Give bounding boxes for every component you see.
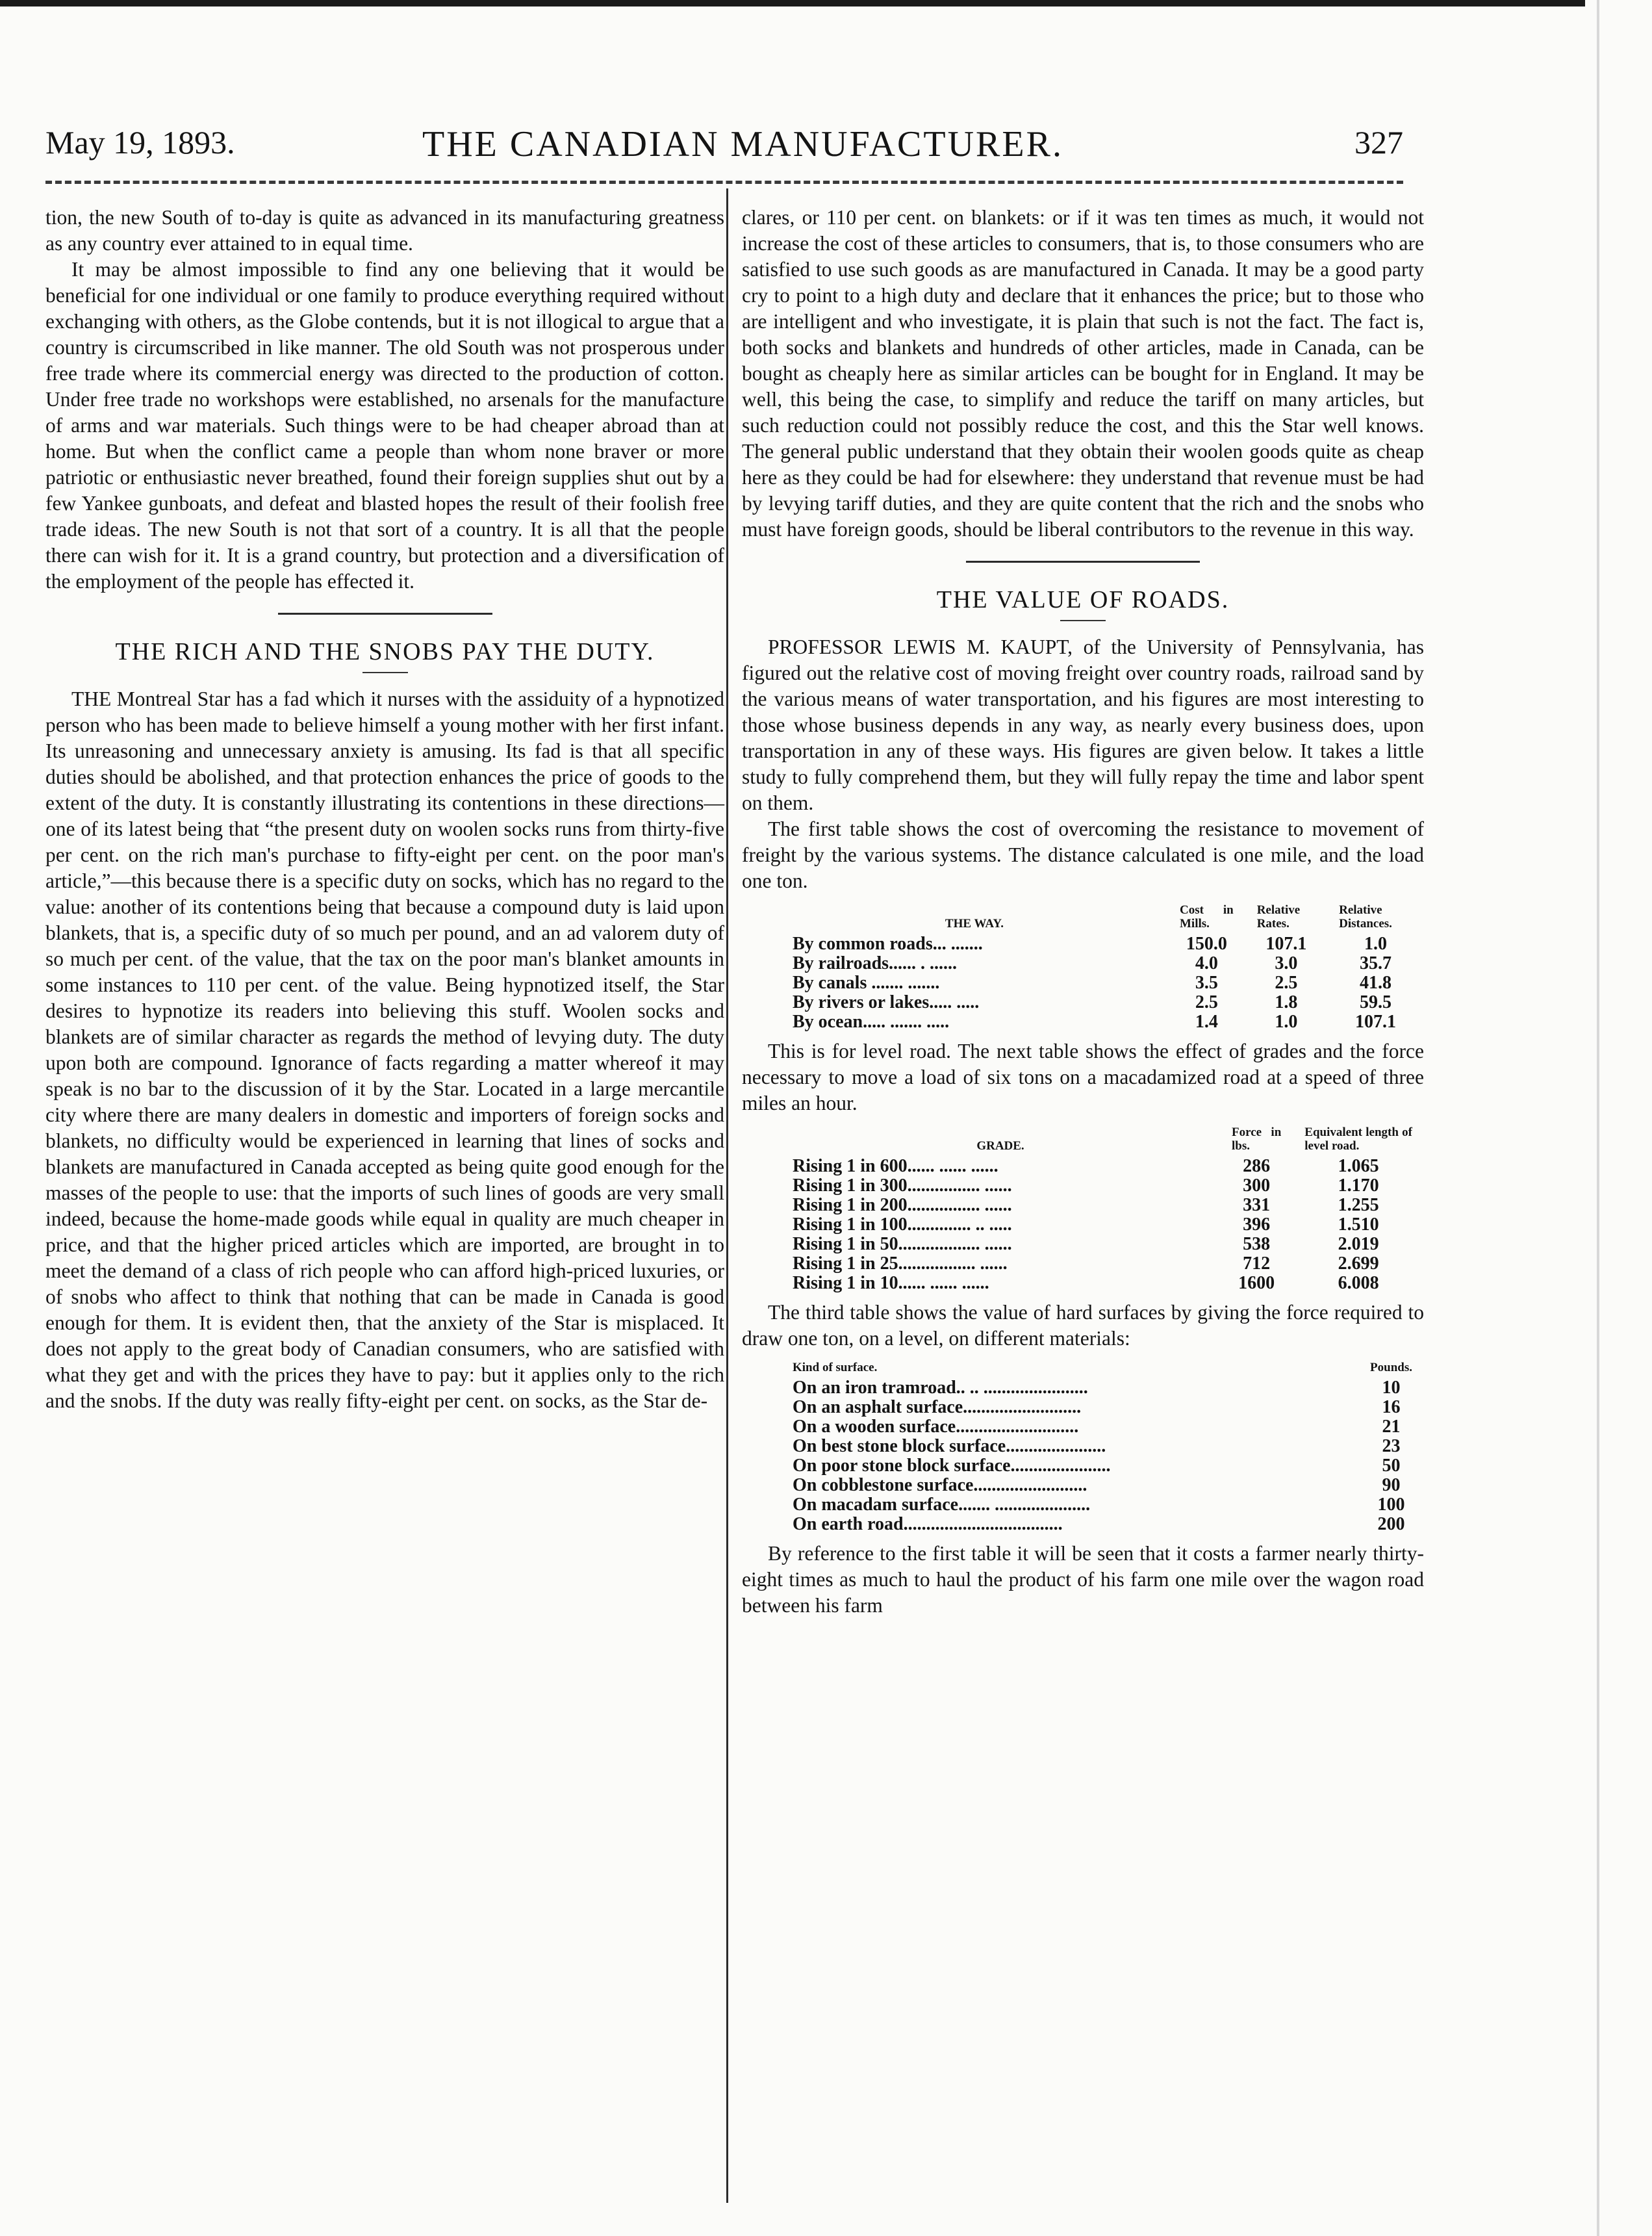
table-cell: On best stone block surface...................... <box>793 1436 1106 1456</box>
freight-cost-table <box>781 903 1424 1032</box>
table-row <box>781 934 1424 954</box>
table-cell: 2.699 <box>1338 1253 1379 1274</box>
table-cell: On cobblestone surface......................... <box>793 1475 1087 1495</box>
title-underline <box>362 672 408 673</box>
table-row <box>781 1456 1424 1476</box>
table-row <box>781 1417 1424 1437</box>
table-cell: 1.170 <box>1338 1176 1379 1196</box>
table-header: Cost in Mills. <box>1180 903 1234 931</box>
table-header: Kind of surface. <box>793 1361 878 1374</box>
page-header <box>45 123 1403 169</box>
author-lead: PROFESSOR LEWIS M. KAUPT, <box>768 636 1073 658</box>
intro-text: of the University of Pennsylvania, has figured out the relative cost of moving freight over country roads, railroad sand by the various means of water transportation, and his figures are most interesting to those whose business depends in any way, as nearly every business does, upon transportation in any of these ways. His figures are given below. It takes a little study to fully comprehend them, but they will fully repay the time and labor spent on them. <box>742 636 1424 814</box>
table-cell: 1.255 <box>1338 1195 1379 1215</box>
table-row <box>781 1157 1424 1176</box>
article-body: THE Montreal Star has a fad which it nurses with the assiduity of a hypnotized person who has been made to believe himself a young mother with her first infant. Its unreasoning and unnecessary anxiety is amusing. Its fad is that all specific duties should be abolished, and that protection enhances the price of goods to the extent of the duty. It is constantly illustrating its contentions in these directions—one of its latest being that “the present duty on woolen socks runs from thirty-five per cent. on the rich man's purchase to fifty-eight per cent. on the poor man's article,”—this because there is a specific duty on socks, which has no regard to the value: another of its contentions being that because a compound duty is laid upon blankets, that is, a specific duty of so much per pound, and an ad valorem duty of so much per cent. of the value, that the tax on the poor man's blanket amounts in some instances to 110 per cent. of the value. Being hypnotized itself, the Star desires to hypnotize its readers into believing this stuff. Woolen socks and blankets are of similar character as regards the method of levying duty. The duty upon both are compound. Ignorance of facts regarding a matter whereof it may speak is no bar to the discussion of it by the Star. Located in a large mercantile city where there are many dealers in domestic and importers of foreign socks and blankets, no difficulty would be experienced in learning that lines of socks and blankets are manufactured in Canada accepted as being quite good enough for the masses of the people to use: that the imports of such lines of goods are very small indeed, because the home-made goods while equal in quality are much cheaper in price, and that the higher priced articles which are imported, are brought in to meet the demand of a class of rich people who can afford high-priced luxuries, or of snobs who affect to think that nothing that can be made in Canada is good enough for them. It is evident then, that the anxiety of the Star is misplaced. It does not apply to the great body of Canadian consumers, who are satisfied with what they get and with the prices they have to pay: but it applies only to the rich and the snobs. If the duty was really fifty-eight per cent. on socks, as the Star de- <box>45 688 724 1412</box>
table-cell: 41.8 <box>1360 973 1392 993</box>
table-cell: 712 <box>1243 1253 1271 1274</box>
table-cell: 1.065 <box>1338 1156 1379 1176</box>
paragraph: This is for level road. The next table shows the effect of grades and the force necessary to move a load of six tons on a macadamized road at a speed of three miles an hour. <box>742 1040 1424 1114</box>
right-column <box>742 205 1424 1619</box>
table-cell: 331 <box>1243 1195 1271 1215</box>
table-cell: 100 <box>1377 1495 1405 1515</box>
table-cell: 396 <box>1243 1214 1271 1235</box>
table-cell: 2.5 <box>1195 992 1218 1012</box>
table-cell: 2.019 <box>1338 1234 1379 1254</box>
table-cell: 300 <box>1243 1176 1271 1196</box>
table-cell: On an asphalt surface.......................... <box>793 1397 1082 1417</box>
table-row <box>781 1254 1424 1274</box>
table-row <box>781 1515 1424 1534</box>
column-divider <box>726 188 728 2203</box>
table-cell: By ocean..... ....... ..... <box>793 1012 950 1032</box>
table-cell: On an iron tramroad.. .. ....................... <box>793 1378 1088 1398</box>
continued-paragraph: tion, the new South of to-day is quite as advanced in its manufacturing greatness as any country ever attained to in equal time. <box>45 206 724 255</box>
table-cell: 3.0 <box>1275 953 1298 973</box>
grade-force-table <box>781 1125 1424 1293</box>
table-cell: 1.4 <box>1195 1012 1218 1032</box>
table-cell: Rising 1 in 50.................. ...... <box>793 1234 1012 1254</box>
table-cell: 4.0 <box>1195 953 1218 973</box>
table-row <box>781 1176 1424 1196</box>
table-cell: 1.0 <box>1364 934 1388 954</box>
table-row <box>781 1215 1424 1235</box>
table-cell: 59.5 <box>1360 992 1392 1012</box>
table-cell: 538 <box>1243 1234 1271 1254</box>
table-cell: 23 <box>1382 1436 1401 1456</box>
table-cell: 1600 <box>1238 1273 1275 1293</box>
continued-paragraph: clares, or 110 per cent. on blankets: or if it was ten times as much, it would not increase the cost of these articles to consumers, that is, to those consumers who are satisfied to use such goods as are manufactured in Canada. It may be a good party cry to point to a high duty and declare that it enhances the price; but to those who are intelligent and who investigate, it is plain that such is not the fact. The fact is, both socks and blankets and hundreds of other articles, made in Canada, can be bought as cheaply here as similar articles can be bought for in England. It may be well, this being the case, to simplify and reduce the tariff on many articles, but such reduction could not possibly reduce the cost, and this the Star well knows. The general public understand that they obtain their woolen goods quite as cheap here as they could be had for elsewhere: they understand that revenue must be had by levying tariff duties, and they are quite content that the rich and the snobs who must have foreign goods, should be liberal contributors to the revenue in this way. <box>742 206 1424 541</box>
table-cell: 286 <box>1243 1156 1271 1176</box>
table-cell: 50 <box>1382 1456 1401 1476</box>
paragraph: It may be almost impossible to find any one believing that it would be beneficial for one individual or one family to produce everything required without exchanging with others, as the Globe contends, but it is not illogical to argue that a country is circumscribed in like manner. The old South was not prosperous under free trade where its commercial energy was directed to the production of cotton. Under free trade no workshops were established, no arsenals for the manufacture of arms and war materials. Such things were to be had cheaper abroad than at home. But when the conflict came a people than whom none braver or more patriotic or enthusiastic never breathed, found their foreign supplies shut out by a few Yankee gunboats, and defeat and blasted hopes the result of their foolish free trade ideas. The new South is not that sort of a country. It is all that the people there can wish for it. It is a grand country, but protection and a diversification of the employment of the people has effected it. <box>45 258 724 593</box>
table-cell: 150.0 <box>1186 934 1227 954</box>
table-cell: 2.5 <box>1275 973 1298 993</box>
top-border-rule <box>0 0 1585 6</box>
table-cell: Rising 1 in 25................. ...... <box>793 1253 1008 1274</box>
table-row <box>781 1437 1424 1456</box>
table-cell: On macadam surface....... ..................... <box>793 1495 1091 1515</box>
scan-edge <box>1597 0 1599 2236</box>
left-column <box>45 205 724 1414</box>
table-cell: Rising 1 in 300................ ...... <box>793 1176 1012 1196</box>
table-cell: 35.7 <box>1360 953 1392 973</box>
table-cell: 107.1 <box>1355 1012 1397 1032</box>
section-rule <box>966 561 1200 563</box>
table-cell: By rivers or lakes..... ..... <box>793 992 980 1012</box>
issue-date: May 19, 1893. <box>45 124 235 161</box>
paragraph: The first table shows the cost of overcoming the resistance to movement of freight by the various systems. The distance calculated is one mile, and the load one ton. <box>742 817 1424 892</box>
table-header: GRADE. <box>976 1139 1024 1153</box>
article-intro <box>742 634 1424 816</box>
publication-title: THE CANADIAN MANUFACTURER. <box>422 124 1063 164</box>
table-cell: 10 <box>1382 1378 1401 1398</box>
table-cell: Rising 1 in 100.............. .. ..... <box>793 1214 1012 1235</box>
table-header: Force in lbs. <box>1232 1125 1282 1153</box>
table-cell: By canals ....... ....... <box>793 973 940 993</box>
page-number: 327 <box>1354 124 1403 161</box>
table-header: Relative Rates. <box>1256 903 1301 931</box>
table-cell: Rising 1 in 600...... ...... ...... <box>793 1156 998 1176</box>
table-cell: Rising 1 in 10...... ...... ...... <box>793 1273 989 1293</box>
table-cell: 1.0 <box>1275 1012 1298 1032</box>
header-rule <box>45 181 1403 184</box>
article-title: THE VALUE OF ROADS. <box>936 586 1230 613</box>
table-cell: 90 <box>1382 1475 1401 1495</box>
table-row <box>781 1196 1424 1215</box>
table-cell: 200 <box>1377 1514 1405 1534</box>
paragraph: By reference to the first table it will be seen that it costs a farmer nearly thirty-eight times as much to haul the product of his farm one mile over the wagon road between his farm <box>742 1542 1424 1617</box>
table-cell: 3.5 <box>1195 973 1218 993</box>
table-cell: 6.008 <box>1338 1273 1379 1293</box>
table-row <box>781 1495 1424 1515</box>
table-row <box>781 1476 1424 1495</box>
article-title: THE RICH AND THE SNOBS PAY THE DUTY. <box>115 638 655 665</box>
surface-force-table <box>781 1361 1424 1534</box>
table-row <box>781 973 1424 993</box>
table-header: Equivalent length of level road. <box>1304 1125 1412 1153</box>
title-underline <box>1060 620 1106 621</box>
table-row <box>781 1012 1424 1032</box>
table-cell: 16 <box>1382 1397 1401 1417</box>
table-cell: Rising 1 in 200................ ...... <box>793 1195 1012 1215</box>
table-cell: 1.8 <box>1275 992 1298 1012</box>
table-header: THE WAY. <box>945 917 1004 931</box>
section-rule <box>278 613 492 615</box>
table-row <box>781 1398 1424 1417</box>
table-cell: On a wooden surface........................... <box>793 1417 1079 1437</box>
table-header: Pounds. <box>1370 1361 1412 1374</box>
table-cell: By common roads... ....... <box>793 934 983 954</box>
table-row <box>781 1235 1424 1254</box>
table-cell: 1.510 <box>1338 1214 1379 1235</box>
table-row <box>781 954 1424 973</box>
table-row <box>781 1378 1424 1398</box>
table-row <box>781 993 1424 1012</box>
table-header: Relative Distances. <box>1339 903 1392 931</box>
table-cell: 107.1 <box>1265 934 1307 954</box>
table-row <box>781 1274 1424 1293</box>
table-cell: On earth road................................... <box>793 1514 1063 1534</box>
table-cell: 21 <box>1382 1417 1401 1437</box>
table-cell: On poor stone block surface...................... <box>793 1456 1111 1476</box>
table-cell: By railroads...... . ...... <box>793 953 958 973</box>
paragraph: The third table shows the value of hard surfaces by giving the force required to draw one ton, on a level, on different materials: <box>742 1301 1424 1350</box>
